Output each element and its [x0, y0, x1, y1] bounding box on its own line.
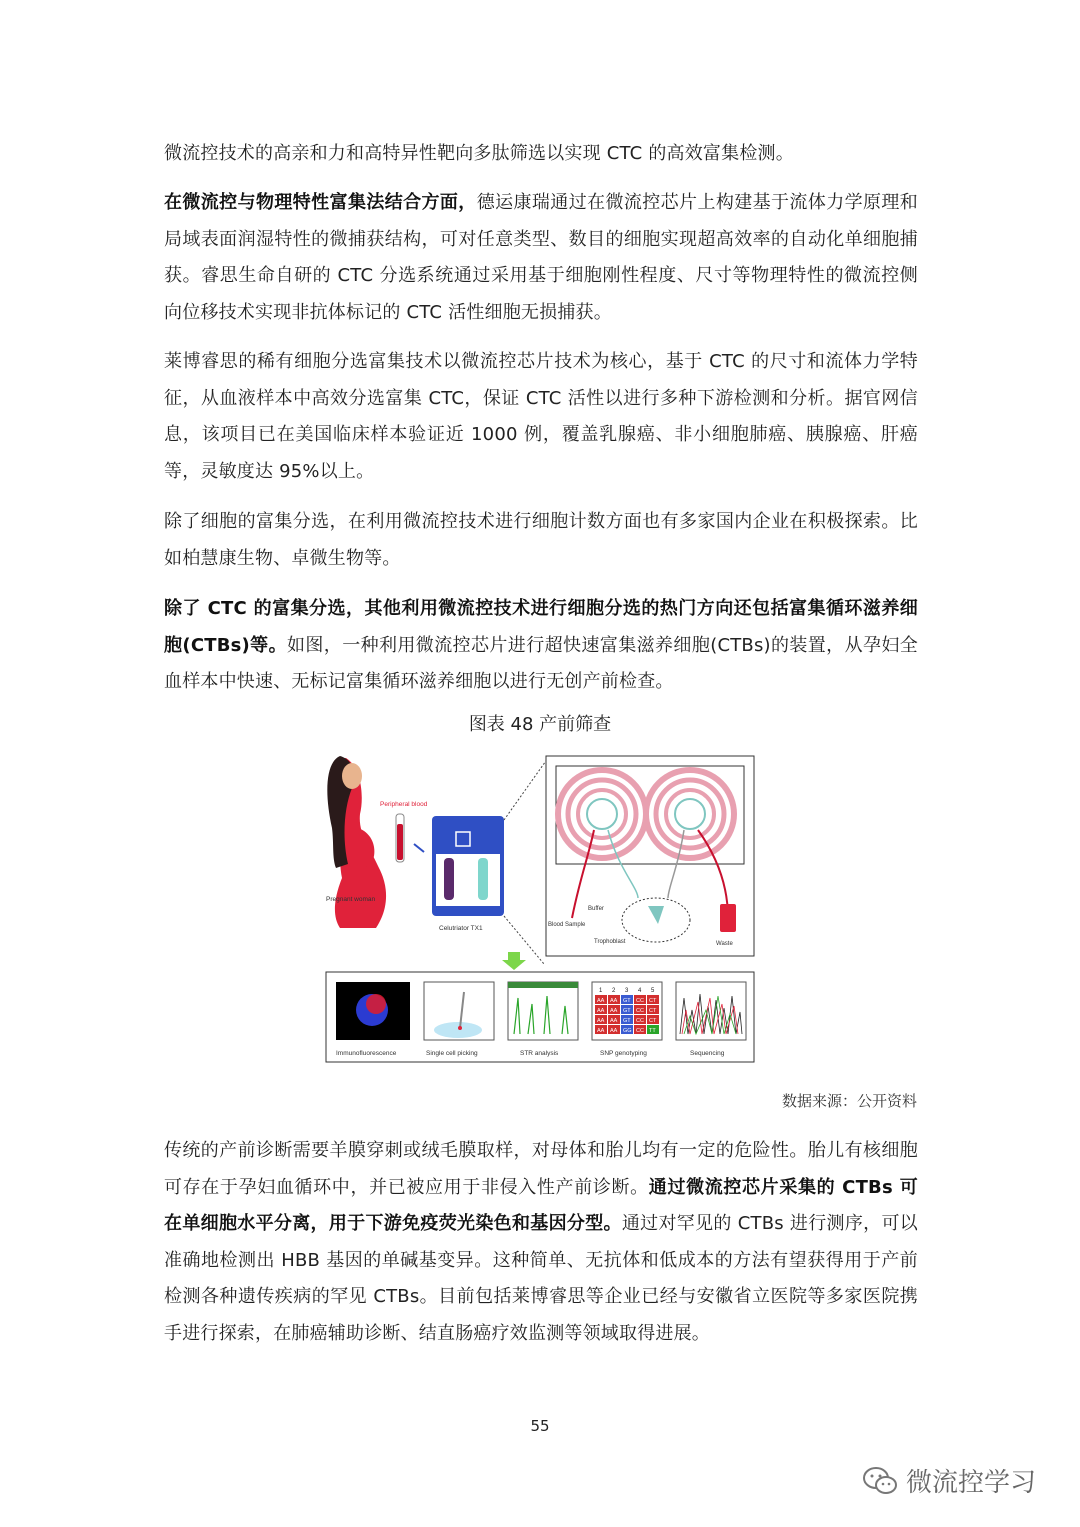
- snp-cell-label: CC: [636, 1018, 644, 1024]
- paragraph-5-bold: 除了 CTC 的富集分选，其他利用微流控技术进行细胞分选的热门方向还包括富集循环滋养细胞(CTBs)等。: [164, 598, 918, 656]
- panel-snp-genotyping: [592, 982, 662, 1040]
- panel-sequencing: [676, 982, 746, 1040]
- peripheral-blood-label: Peripheral blood: [380, 801, 428, 808]
- panel-label-snp-genotyping: SNP genotyping: [600, 1050, 647, 1057]
- blood-tube-icon: [396, 814, 404, 862]
- panel-label-immunofluorescence: Immunofluorescence: [336, 1050, 397, 1057]
- waste-label: Waste: [716, 941, 733, 947]
- snp-cell-label: CT: [649, 998, 657, 1004]
- snp-cell-label: TT: [649, 1028, 656, 1034]
- watermark-text: 微流控学习: [906, 1468, 1037, 1498]
- arrow-icon: [414, 844, 424, 852]
- data-source: 数据来源：公开资料: [781, 1092, 917, 1110]
- device-label: Celutriator TX1: [439, 925, 483, 932]
- snp-cell-label: AA: [610, 1018, 618, 1024]
- wechat-icon: [862, 1466, 898, 1496]
- paragraph-2-text: 德运康瑞通过在微流控芯片上构建基于流体力学原理和局域表面润湿特性的微捕获结构，可对任意类型、数目的细胞实现超高效率的自动化单细胞捕获。睿思生命自研的 CTC 分选系统通过采用基于细胞刚性程度、尺寸等物理特性的微流控侧向位移技术实现非抗体标记的 CTC 活性细胞无损捕获。: [164, 192, 918, 323]
- down-arrow-icon: [502, 952, 526, 970]
- snp-cell-label: GT: [623, 1008, 631, 1014]
- paragraph-5: [164, 591, 918, 701]
- celutriator-device: [432, 816, 504, 916]
- page-number: 55: [530, 1417, 550, 1435]
- snp-cell-label: AA: [597, 1008, 605, 1014]
- snp-header-cell: 4: [638, 988, 642, 994]
- paragraph-6-text-2: 通过对罕见的 CTBs 进行测序，可以准确地检测出 HBB 基因的单碱基变异。这种简单、无抗体和低成本的方法有望获得用于产前检测各种遗传疾病的罕见 CTBs。目前包括莱博睿思等企业已经与安徽省立医院等多家医院携手进行探索，在肺癌辅助诊断、结直肠癌疗效监测等领域取得进展。: [164, 1213, 918, 1344]
- paragraph-4-text: 除了细胞的富集分选，在利用微流控技术进行细胞计数方面也有多家国内企业在积极探索。比如柏慧康生物、卓微生物等。: [164, 511, 918, 569]
- snp-cell-label: AA: [597, 1018, 605, 1024]
- prenatal-screening-figure: [318, 748, 766, 1066]
- snp-cell-label: CC: [636, 998, 644, 1004]
- snp-cell-label: CC: [636, 1008, 644, 1014]
- snp-cell-label: GT: [623, 1018, 631, 1024]
- pregnant-woman-label: Pregnant woman: [326, 896, 376, 903]
- paragraph-2-bold: 在微流控与物理特性富集法结合方面，: [164, 192, 477, 213]
- snp-header-cell: 5: [651, 988, 655, 994]
- paragraph-6-bold: 通过微流控芯片采集的 CTBs 可在单细胞水平分离，用于下游免疫荧光染色和基因分型。: [164, 1176, 918, 1234]
- snp-cell-label: AA: [610, 1028, 618, 1034]
- paragraph-3: [164, 344, 918, 490]
- snp-cell-label: CT: [649, 1018, 657, 1024]
- snp-header-cell: 1: [599, 988, 603, 994]
- paragraph-1: [164, 136, 918, 173]
- buffer-label: Buffer: [588, 906, 604, 912]
- paragraph-1-text: 微流控技术的高亲和力和高特异性靶向多肽筛选以实现 CTC 的高效富集检测。: [164, 143, 794, 164]
- snp-cell-label: AA: [597, 998, 605, 1004]
- panel-label-str-analysis: STR analysis: [520, 1050, 559, 1057]
- trophoblast-label: Trophoblast: [594, 939, 626, 945]
- paragraph-6: [164, 1133, 918, 1352]
- watermark: [862, 1462, 1036, 1499]
- panel-str-analysis: [508, 982, 578, 1040]
- paragraph-6-text-1: 传统的产前诊断需要羊膜穿刺或绒毛膜取样，对母体和胎儿均有一定的危险性。胎儿有核细胞可存在于孕妇血循环中，并已被应用于非侵入性产前诊断。: [164, 1140, 918, 1198]
- snp-header-cell: 2: [612, 988, 616, 994]
- snp-cell-label: AA: [597, 1028, 605, 1034]
- snp-header-cell: 3: [625, 988, 629, 994]
- paragraph-2: [164, 185, 918, 331]
- snp-cell-label: CC: [636, 1028, 644, 1034]
- snp-cell-label: CT: [649, 1008, 657, 1014]
- snp-cell-label: AA: [610, 1008, 618, 1014]
- paragraph-5-text: 如图，一种利用微流控芯片进行超快速富集滋养细胞(CTBs)的装置，从孕妇全血样本中快速、无标记富集循环滋养细胞以进行无创产前检查。: [164, 634, 918, 692]
- paragraph-4: [164, 504, 918, 577]
- snp-cell-label: GG: [623, 1028, 632, 1034]
- panel-label-sequencing: Sequencing: [690, 1050, 725, 1057]
- paragraph-3-text: 莱博睿思的稀有细胞分选富集技术以微流控芯片技术为核心，基于 CTC 的尺寸和流体力学特征，从血液样本中高效分选富集 CTC，保证 CTC 活性以进行多种下游检测和分析。据官网信息，该项目已在美国临床样本验证近 1000 例，覆盖乳腺癌、非小细胞肺癌、胰腺癌、肝癌等，灵敏度达 95%以上。: [164, 351, 918, 482]
- snp-cell-label: GT: [623, 998, 631, 1004]
- figure-caption: 图表 48 产前筛查: [468, 714, 612, 735]
- panel-immunofluorescence: [336, 982, 410, 1040]
- snp-cell-label: AA: [610, 998, 618, 1004]
- panel-single-cell-picking: [424, 982, 494, 1040]
- blood-sample-label: Blood Sample: [548, 922, 586, 928]
- panel-label-single-cell-picking: Single cell picking: [426, 1050, 478, 1057]
